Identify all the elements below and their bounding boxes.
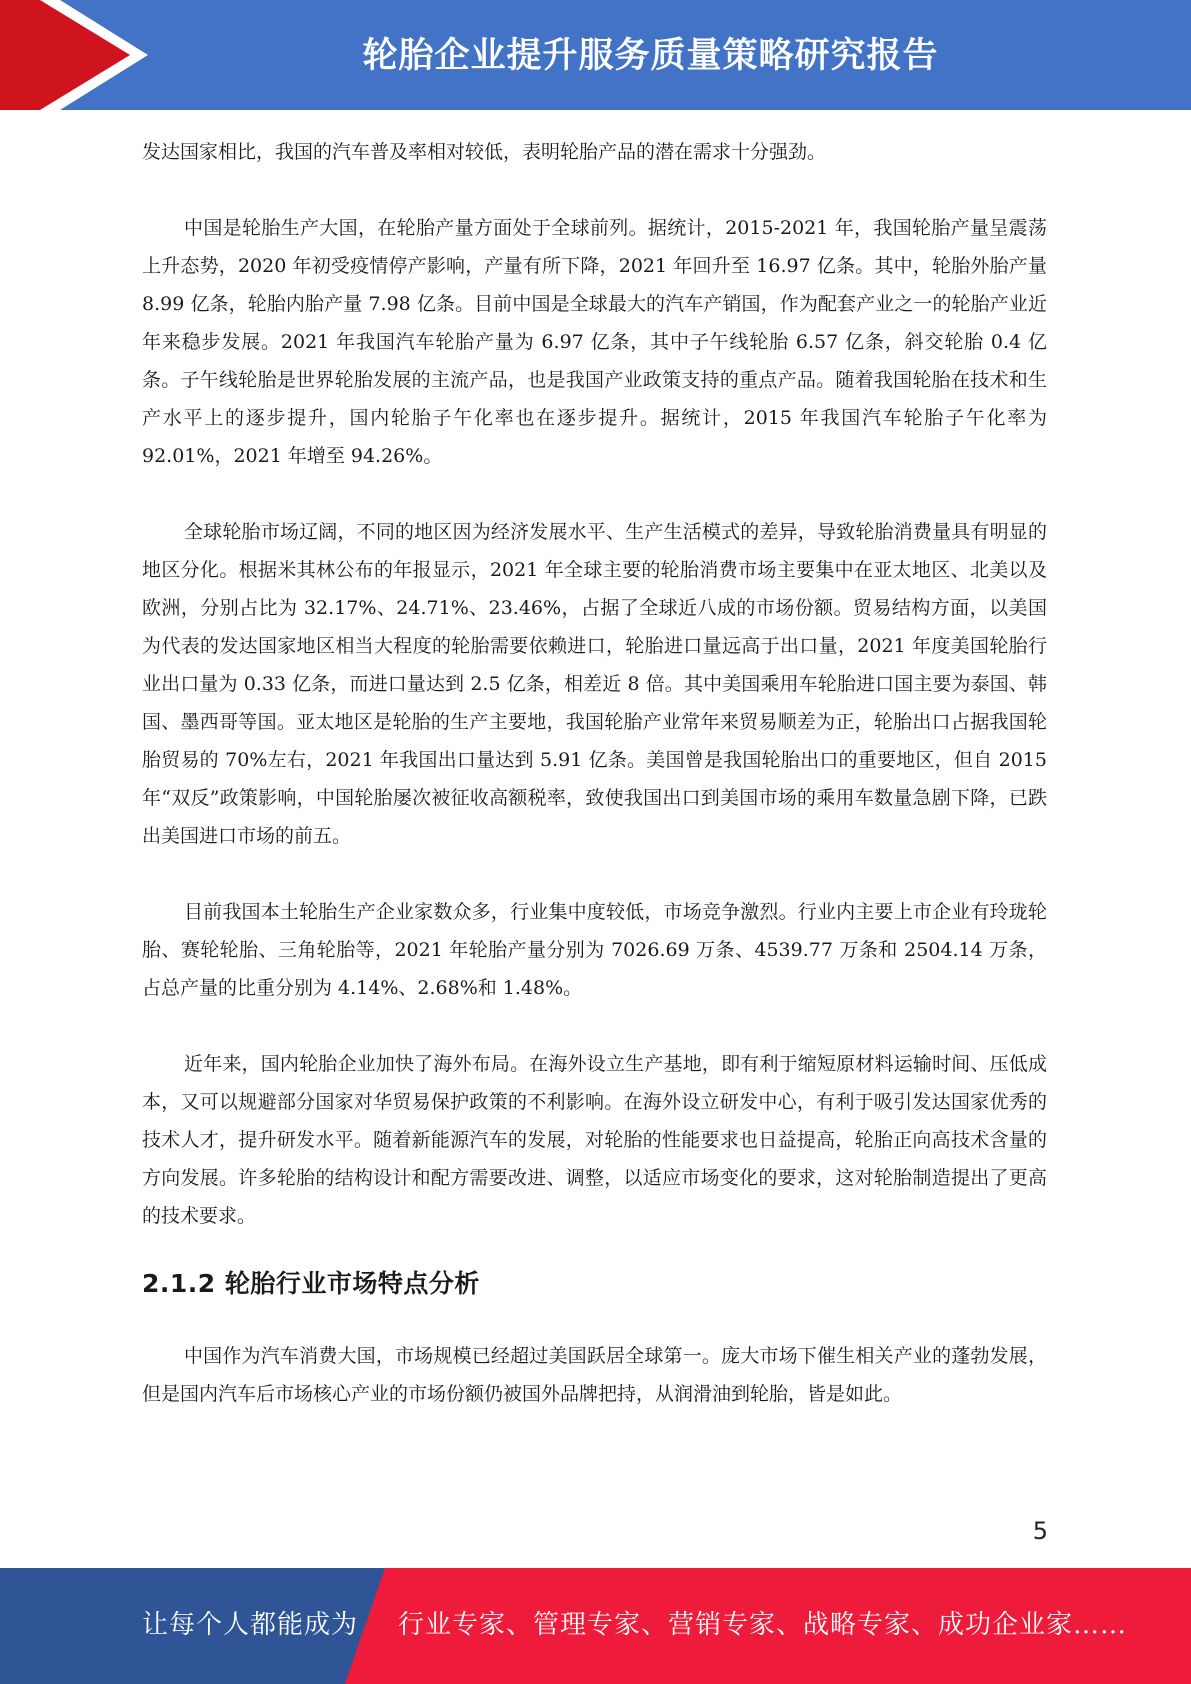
page-number: 5 [1032,1517,1048,1545]
page-footer [0,1568,1191,1684]
header-title: 轮胎企业提升服务质量策略研究报告 [362,36,939,76]
paragraph: 目前我国本土轮胎生产企业家数众多，行业集中度较低，市场竞争激烈。行业内主要上市企业有玲珑轮胎、赛轮轮胎、三角轮胎等，2021 年轮胎产量分别为 7026.69 万条、4539.77 万条和 2504.14 万条，占总产量的比重分别为 4.14%、2.68%和 1.48%。 [142,901,1047,999]
paragraph: 中国作为汽车消费大国，市场规模已经超过美国跃居全球第一。庞大市场下催生相关产业的蓬勃发展，但是国内汽车后市场核心产业的市场份额仍被国外品牌把持，从润滑油到轮胎，皆是如此。 [142,1345,1047,1405]
footer-slogan-right: 行业专家、管理专家、营销专家、战略专家、成功企业家…… [398,1610,1128,1640]
paragraph: 近年来，国内轮胎企业加快了海外布局。在海外设立生产基地，即有利于缩短原材料运输时间、压低成本，又可以规避部分国家对华贸易保护政策的不利影响。在海外设立研发中心，有利于吸引发达国家优秀的技术人才，提升研发水平。随着新能源汽车的发展，对轮胎的性能要求也日益提高，轮胎正向高技术含量的方向发展。许多轮胎的结构设计和配方需要改进、调整，以适应市场变化的要求，这对轮胎制造提出了更高的技术要求。 [142,1053,1047,1227]
document-body [142,133,1047,1413]
page-header [0,0,1191,110]
paragraph: 全球轮胎市场辽阔，不同的地区因为经济发展水平、生产生活模式的差异，导致轮胎消费量具有明显的地区分化。根据米其林公布的年报显示，2021 年全球主要的轮胎消费市场主要集中在亚太地区、北美以及欧洲，分别占比为 32.17%、24.71%、23.46%，占据了全球近八成的市场份额。贸易结构方面，以美国为代表的发达国家地区相当大程度的轮胎需要依赖进口，轮胎进口量远高于出口量，2021 年度美国轮胎行业出口量为 0.33 亿条，而进口量达到 2.5 亿条，相差近 8 倍。其中美国乘用车轮胎进口国主要为泰国、韩国、墨西哥等国。亚太地区是轮胎的生产主要地，我国轮胎产业常年来贸易顺差为正，轮胎出口占据我国轮胎贸易的 70%左右，2021 年我国出口量达到 5.91 亿条。美国曾是我国轮胎出口的重要地区，但自 2015 年“双反”政策影响，中国轮胎屡次被征收高额税率，致使我国出口到美国市场的乘用车数量急剧下降，已跌出美国进口市场的前五。 [142,521,1047,847]
header-chevron-icon [0,0,160,110]
footer-slogan-left: 让每个人都能成为 [142,1610,359,1640]
paragraph: 发达国家相比，我国的汽车普及率相对较低，表明轮胎产品的潜在需求十分强劲。 [142,141,827,163]
paragraph: 中国是轮胎生产大国，在轮胎产量方面处于全球前列。据统计，2015-2021 年，我国轮胎产量呈震荡上升态势，2020 年初受疫情停产影响，产量有所下降，2021 年回升至 16.97 亿条。其中，轮胎外胎产量 8.99 亿条，轮胎内胎产量 7.98 亿条。目前中国是全球最大的汽车产销国，作为配套产业之一的轮胎产业近年来稳步发展。2021 年我国汽车轮胎产量为 6.97 亿条，其中子午线轮胎 6.57 亿条，斜交轮胎 0.4 亿条。子午线轮胎是世界轮胎发展的主流产品，也是我国产业政策支持的重点产品。随着我国轮胎在技术和生产水平上的逐步提升，国内轮胎子午化率也在逐步提升。据统计，2015 年我国汽车轮胎子午化率为 92.01%，2021 年增至 94.26%。 [142,217,1047,467]
section-heading: 2.1.2 轮胎行业市场特点分析 [142,1269,480,1298]
